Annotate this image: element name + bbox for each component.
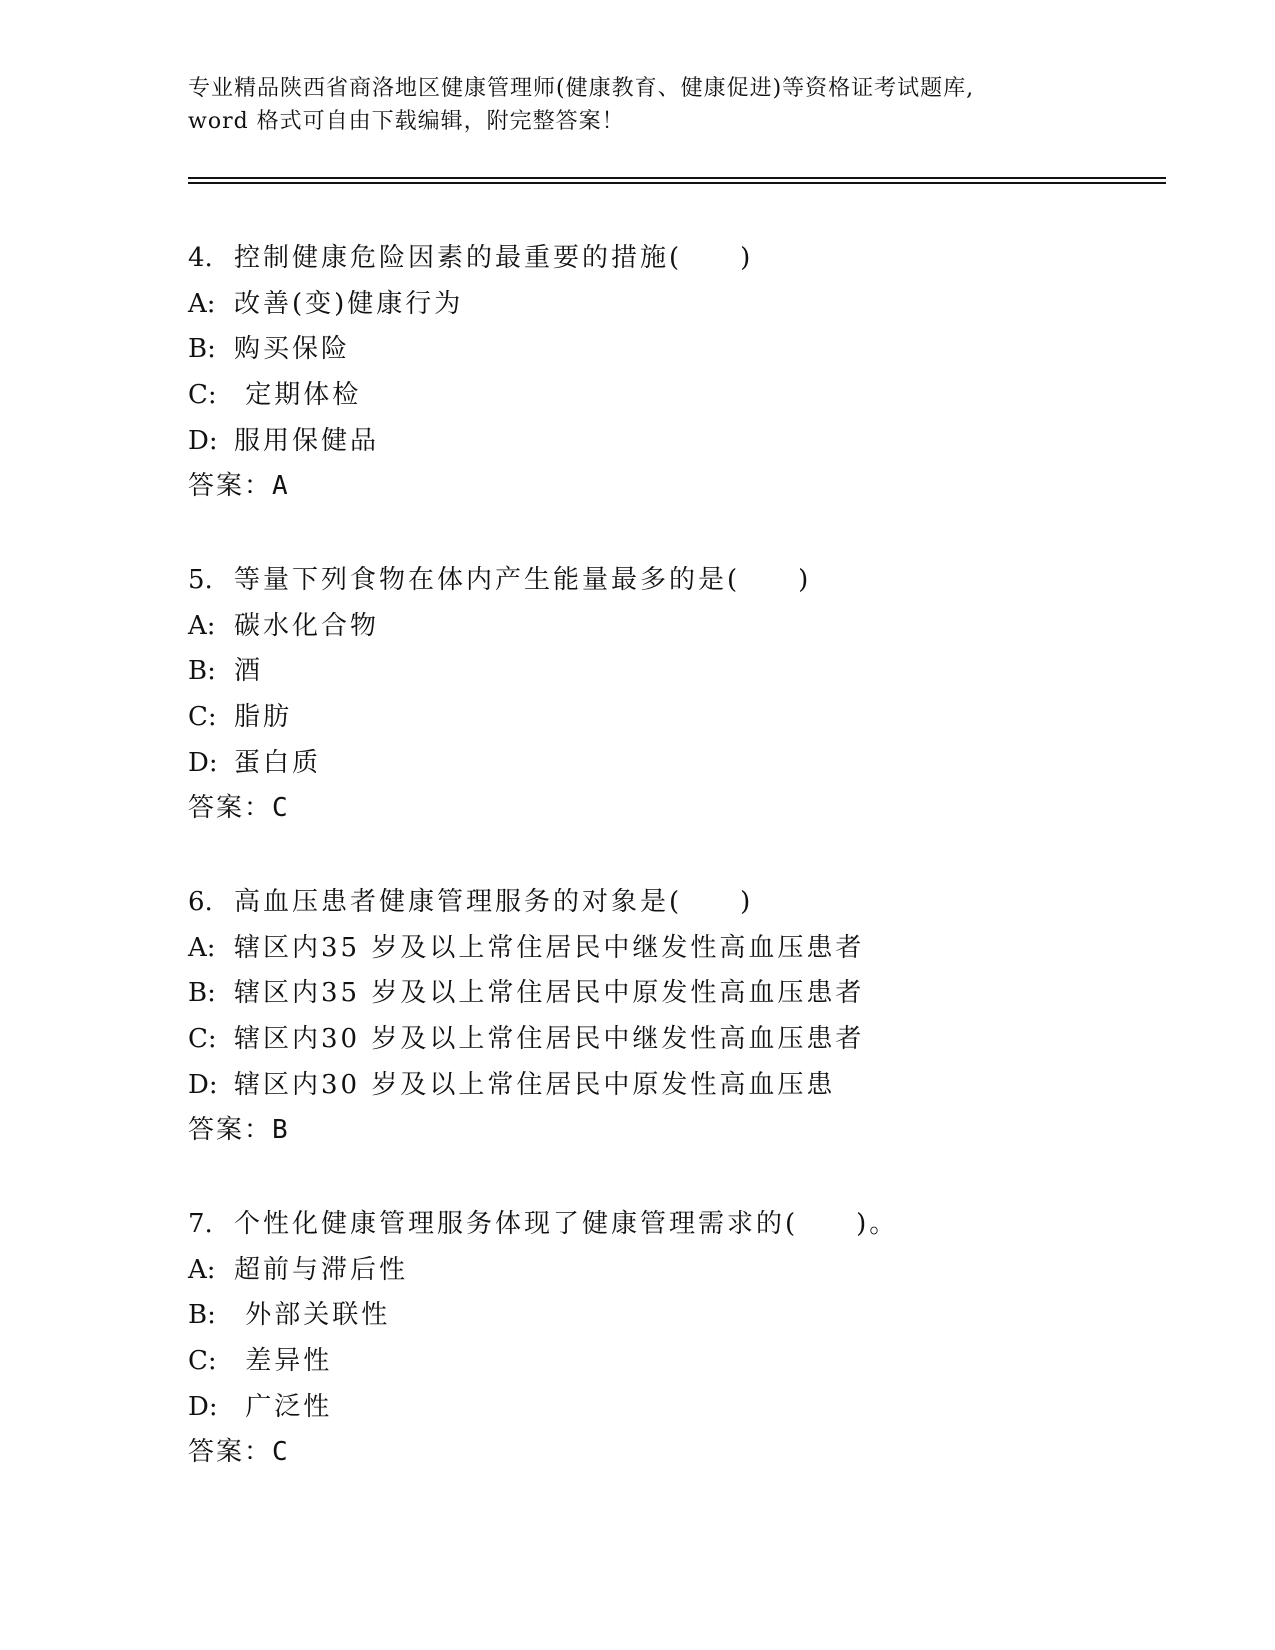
answer-value: A bbox=[272, 471, 289, 502]
question-4 bbox=[188, 236, 1148, 510]
option-key: B: bbox=[188, 656, 216, 687]
option-d bbox=[188, 1385, 1148, 1431]
option-key: A: bbox=[188, 610, 216, 641]
option-text: 外部关联性 bbox=[234, 1300, 391, 1331]
option-c bbox=[188, 373, 1148, 419]
question-text: 高血压患者健康管理服务的对象是( ) bbox=[234, 887, 754, 917]
option-b bbox=[188, 327, 1148, 373]
option-text: 辖区内35 岁及以上常住居民中继发性高血压患者 bbox=[234, 932, 865, 963]
question-7 bbox=[188, 1202, 1148, 1476]
option-d bbox=[188, 1063, 1148, 1109]
question-stem bbox=[188, 880, 1148, 926]
answer bbox=[188, 786, 1148, 832]
option-key: C: bbox=[188, 702, 217, 733]
option-key: B: bbox=[188, 1300, 216, 1331]
option-a bbox=[188, 604, 1148, 650]
answer-label: 答案： bbox=[188, 471, 273, 502]
option-key: D: bbox=[188, 425, 218, 456]
question-number: 7. bbox=[188, 1209, 213, 1239]
question-stem bbox=[188, 236, 1148, 282]
option-c bbox=[188, 1339, 1148, 1385]
answer-label: 答案： bbox=[188, 1115, 273, 1146]
option-c bbox=[188, 1017, 1148, 1063]
option-b bbox=[188, 649, 1148, 695]
option-key: D: bbox=[188, 1391, 218, 1422]
option-key: D: bbox=[188, 747, 218, 778]
option-text: 超前与滞后性 bbox=[234, 1254, 409, 1285]
option-a bbox=[188, 926, 1148, 972]
option-b bbox=[188, 971, 1148, 1017]
answer bbox=[188, 1108, 1148, 1154]
option-d bbox=[188, 741, 1148, 787]
option-text: 辖区内35 岁及以上常住居民中原发性高血压患者 bbox=[234, 978, 865, 1009]
option-d bbox=[188, 419, 1148, 465]
option-key: A: bbox=[188, 1254, 216, 1285]
option-text: 酒 bbox=[234, 656, 264, 687]
answer-value: C bbox=[272, 793, 289, 824]
option-text: 购买保险 bbox=[234, 334, 351, 365]
option-c bbox=[188, 695, 1148, 741]
question-stem bbox=[188, 558, 1148, 604]
option-key: C: bbox=[188, 1346, 217, 1377]
document-header bbox=[188, 72, 1088, 138]
header-divider-top bbox=[188, 177, 1166, 179]
question-text: 等量下列食物在体内产生能量最多的是( ) bbox=[234, 565, 812, 595]
option-key: B: bbox=[188, 334, 216, 365]
option-text: 定期体检 bbox=[234, 380, 362, 411]
option-a bbox=[188, 1248, 1148, 1294]
answer-label: 答案： bbox=[188, 793, 273, 824]
question-6 bbox=[188, 880, 1148, 1154]
answer-label: 答案： bbox=[188, 1437, 273, 1468]
option-text: 改善(变)健康行为 bbox=[234, 288, 464, 319]
option-b bbox=[188, 1293, 1148, 1339]
option-key: A: bbox=[188, 932, 216, 963]
option-text: 服用保健品 bbox=[234, 425, 380, 456]
option-key: B: bbox=[188, 978, 216, 1009]
option-text: 脂肪 bbox=[234, 702, 293, 733]
option-text: 辖区内30 岁及以上常住居民中继发性高血压患者 bbox=[234, 1024, 865, 1055]
answer bbox=[188, 464, 1148, 510]
option-text: 广泛性 bbox=[234, 1391, 333, 1422]
option-text: 差异性 bbox=[234, 1346, 333, 1377]
option-key: D: bbox=[188, 1069, 218, 1100]
option-key: A: bbox=[188, 288, 216, 319]
option-text: 碳水化合物 bbox=[234, 610, 380, 641]
question-number: 6. bbox=[188, 887, 213, 917]
question-number: 5. bbox=[188, 565, 213, 595]
header-line-2: word 格式可自由下载编辑，附完整答案！ bbox=[188, 109, 625, 134]
option-a bbox=[188, 282, 1148, 328]
option-text: 蛋白质 bbox=[234, 747, 322, 778]
option-text: 辖区内30 岁及以上常住居民中原发性高血压患 bbox=[234, 1069, 836, 1100]
question-stem bbox=[188, 1202, 1148, 1248]
option-key: C: bbox=[188, 380, 217, 411]
answer-value: B bbox=[272, 1115, 289, 1146]
question-5 bbox=[188, 558, 1148, 832]
question-number: 4. bbox=[188, 243, 213, 273]
header-divider-bottom bbox=[188, 182, 1166, 184]
option-key: C: bbox=[188, 1024, 217, 1055]
header-line-1: 专业精品陕西省商洛地区健康管理师(健康教育、健康促进)等资格证考试题库, bbox=[188, 76, 975, 101]
question-text: 个性化健康管理服务体现了健康管理需求的( )。 bbox=[234, 1209, 899, 1239]
question-text: 控制健康危险因素的最重要的措施( ) bbox=[234, 243, 754, 273]
answer-value: C bbox=[272, 1437, 289, 1468]
answer bbox=[188, 1430, 1148, 1476]
